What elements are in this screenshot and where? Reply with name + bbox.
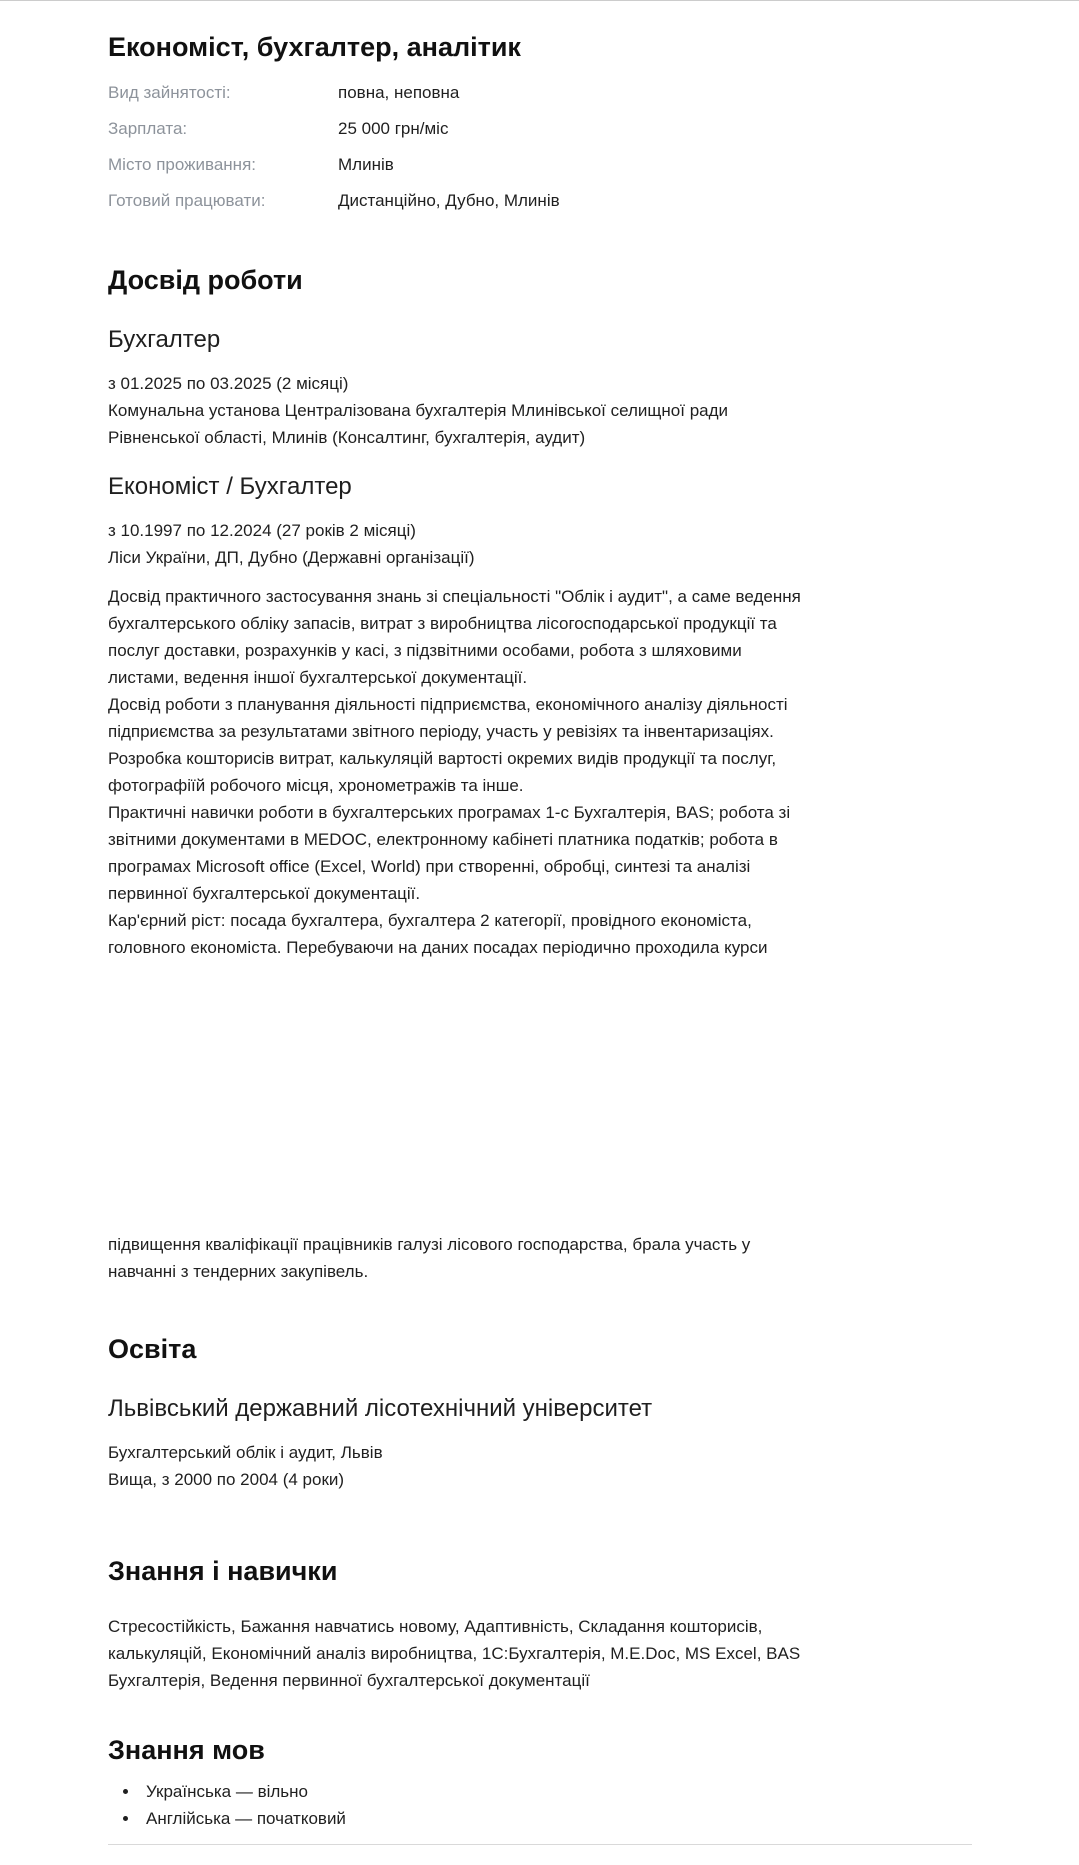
section-heading-education: Освіта bbox=[108, 1334, 197, 1364]
job-company: Комунальна установа Централізована бухгалтерія Млинівської селищної ради Рівненської області, Млинів (Консалтинг, бухгалтерія, аудит) bbox=[108, 401, 729, 447]
education-details bbox=[108, 1439, 810, 1493]
job-period: з 01.2025 по 03.2025 (2 місяці) bbox=[108, 374, 349, 393]
summary-row-ready-to-work bbox=[108, 190, 810, 212]
section-heading-languages: Знання мов bbox=[108, 1735, 265, 1765]
description-line: Кар'єрний ріст: посада бухгалтера, бухгалтера 2 категорії, провідного економіста, головного економіста. Перебуваючи на даних посадах періодично проходила курси bbox=[108, 911, 768, 957]
section-heading-experience: Досвід роботи bbox=[108, 265, 303, 295]
job-period: з 10.1997 по 12.2024 (27 років 2 місяці) bbox=[108, 521, 416, 540]
summary-fields bbox=[108, 82, 810, 212]
summary-row-employment bbox=[108, 82, 810, 104]
section-heading-skills: Знання і навички bbox=[108, 1556, 338, 1586]
education-specialty: Бухгалтерський облік і аудит, Львів bbox=[108, 1443, 383, 1462]
field-value: 25 000 грн/міс bbox=[338, 119, 449, 138]
language-item: • Українська — вільно bbox=[140, 1778, 810, 1805]
summary-row-salary bbox=[108, 118, 810, 140]
language-item: • Англійська — початковий bbox=[140, 1805, 810, 1832]
field-label: Зарплата: bbox=[108, 119, 188, 138]
university-name: Львівський державний лісотехнічний університет bbox=[108, 1395, 653, 1422]
bottom-divider bbox=[108, 1844, 972, 1845]
language-list bbox=[108, 1778, 810, 1832]
job-description bbox=[108, 583, 810, 961]
education-degree: Вища, з 2000 по 2004 (4 роки) bbox=[108, 1470, 345, 1489]
job-title: Бухгалтер bbox=[108, 326, 221, 353]
field-value: Дистанційно, Дубно, Млинів bbox=[338, 191, 560, 210]
field-value: повна, неповна bbox=[338, 83, 460, 102]
resume-title: Економіст, бухгалтер, аналітик bbox=[108, 32, 521, 62]
resume-content bbox=[0, 32, 810, 1845]
description-line: Досвід практичного застосування знань зі спеціальності "Облік і аудит", а саме ведення бухгалтерського обліку запасів, витрат з виробництва лісогосподарської продукції та послуг доставки, розрахунків у касі, з підзвітними особами, робота з шляховими листами, ведення іншої бухгалтерської документації. bbox=[108, 587, 801, 687]
field-label: Місто проживання: bbox=[108, 155, 257, 174]
skills-text: Стресостійкість, Бажання навчатись новому, Адаптивність, Складання кошторисів, калькуляцій, Економічний аналіз виробництва, 1С:Бухгалтерія, M.E.Doc, MS Excel, BAS Бухгалтерія, Ведення первинної бухгалтерської документації bbox=[108, 1617, 801, 1690]
job-company: Ліси України, ДП, Дубно (Державні організації) bbox=[108, 548, 475, 567]
description-line: Розробка кошторисів витрат, калькуляцій вартості окремих видів продукції та послуг, фотографіїй робочого місця, хронометражів та інше. bbox=[108, 749, 777, 795]
description-continuation: підвищення кваліфікації працівників галузі лісового господарства, брала участь у навчанні з тендерних закупівель. bbox=[108, 1235, 751, 1281]
description-line: Досвід роботи з планування діяльності підприємства, економічного аналізу діяльності підприємства за результатами звітного періоду, участь у ревізіях та інвентаризаціях. bbox=[108, 695, 788, 741]
field-label: Готовий працювати: bbox=[108, 191, 266, 210]
job-title: Економіст / Бухгалтер bbox=[108, 473, 352, 500]
description-line: Практичні навички роботи в бухгалтерських програмах 1-с Бухгалтерія, BAS; робота зі звітними документами в MEDOC, електронному кабінеті платника податків; робота в програмах Microsoft office (Excel, World) при створенні, обробці, синтезі та аналізі первинної бухгалтерської документації. bbox=[108, 803, 791, 903]
field-value: Млинів bbox=[338, 155, 394, 174]
summary-row-city bbox=[108, 154, 810, 176]
field-label: Вид зайнятості: bbox=[108, 83, 231, 102]
